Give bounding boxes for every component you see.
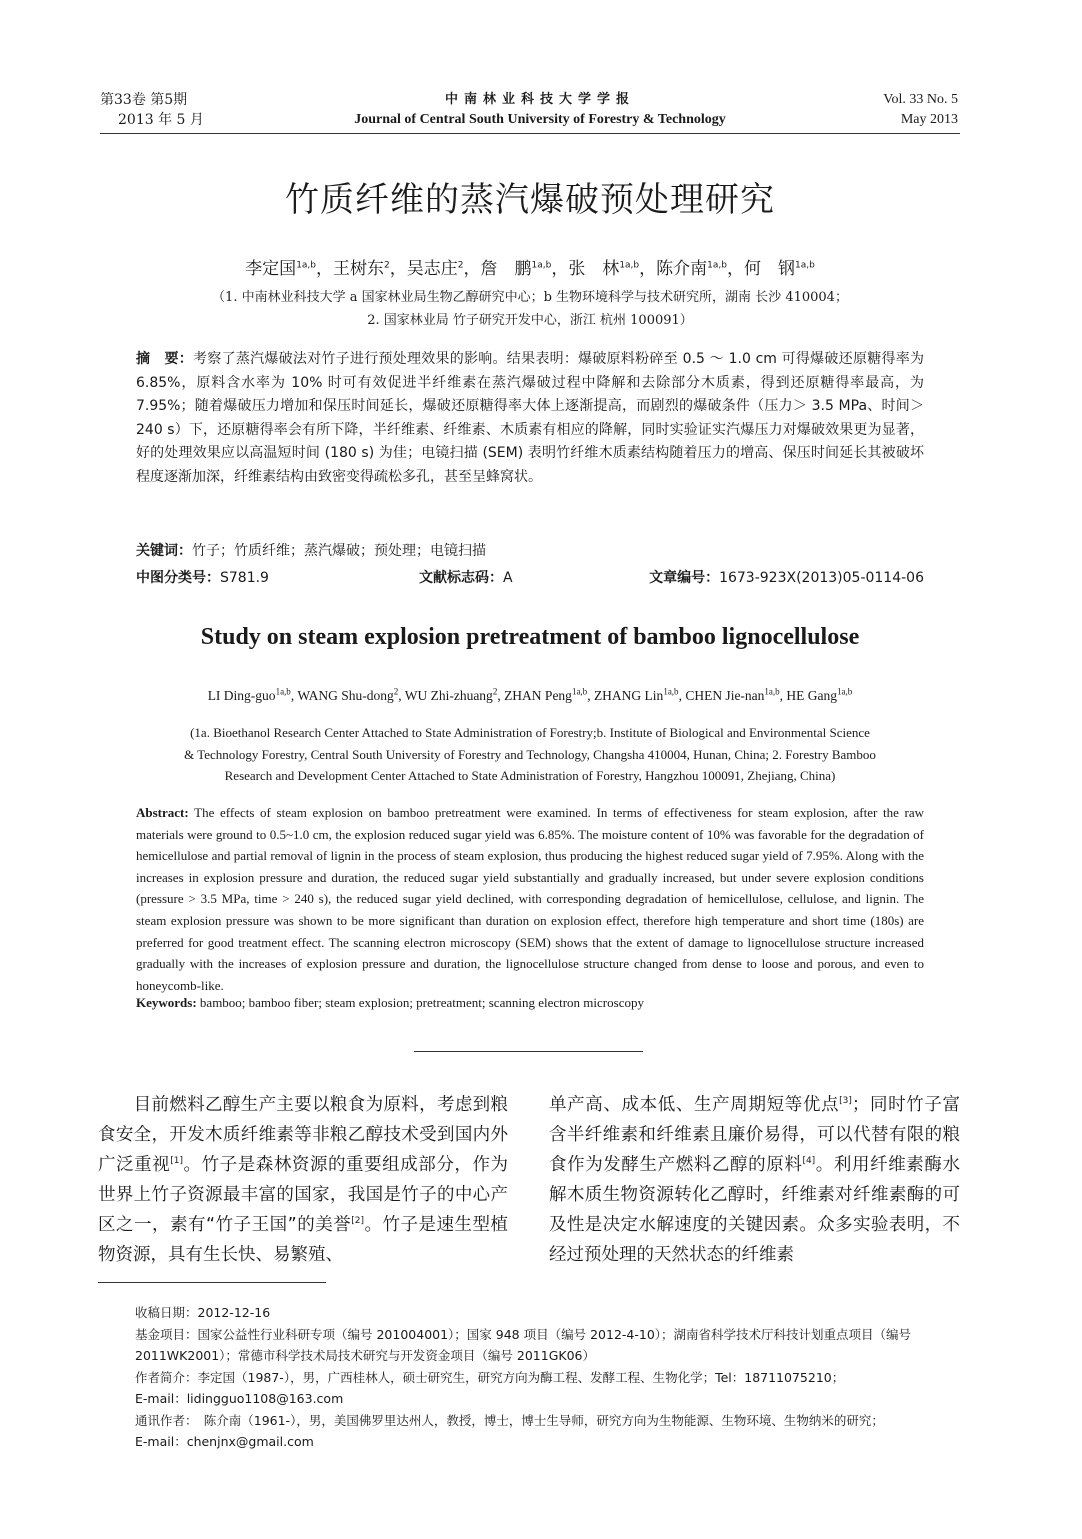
abstract-text-cn: 考察了蒸汽爆破法对竹子进行预处理效果的影响。结果表明：爆破原料粉碎至 0.5 ～ 1.0 cm 可得爆破还原糖得率为 6.85%，原料含水率为 10% 时可有效促进半纤维素在蒸汽爆破过程中降解和去除部分木质素，得到还原糖得率最高，为 7.95%；随着爆破压力增加和保压时间延长，爆破还原糖得率大体上逐渐提高，而剧烈的爆破条件（压力＞ 3.5 MPa、时间＞ 240 s）下，还原糖得率会有所下降，半纤维素、纤维素、木质素有相应的降解，同时实验证实汽爆压力对爆破效果更为显著，好的处理效果应以高温短时间 (180 s) 为佳；电镜扫描 (SEM) 表明竹纤维木质素结构随着压力的增高、保压时间延长其被破坏程度逐渐加深，纤维素结构由致密变得疏松多孔，甚至呈蜂窝状。 — [136, 351, 924, 485]
author-name: 詹 鹏 — [480, 259, 532, 279]
clc-value: S781.9 — [220, 570, 269, 586]
author-affiliation-mark: 1a,b — [531, 260, 552, 271]
clc-number — [136, 567, 269, 587]
author-list-cn: 李定国$^{1a,b}$，王树东$^2$，吴志庄$^2$，詹 鹏$^{1a,b}$，张 林$^{1a,b}$，陈介南$^{1a,b}$，何 钢$^{1a,b}$ — [245, 259, 815, 279]
header-left — [100, 90, 204, 130]
citation-ref[interactable]: [1] — [170, 1156, 183, 1167]
author-name: 王树东 — [333, 259, 385, 279]
author-list-en: LI Ding-guo$^{1a,b}$, WANG Shu-dong$^2$, WU Zhi-zhuang$^2$, ZHAN Peng$^{1a,b}$, ZHANG Lin$^{1a,b}$, CHEN Jie-nan$^{1a,b}$, HE Gang$^{1a,b}$ — [207, 686, 853, 703]
footnotes — [135, 1302, 960, 1453]
author-name: 吴志庄 — [406, 259, 458, 279]
body-text: 。利用纤维素酶水解木质生物资源转化乙醇时，纤维素对纤维素酶的可及性是决定水解速度的关键因素。众多实验表明，不经过预处理的天然状态的纤维素 — [549, 1155, 961, 1265]
body-text: 单产高、成本低、生产周期短等优点 — [549, 1095, 840, 1115]
author-affiliation-mark: 2 — [393, 686, 399, 697]
header-divider — [100, 133, 960, 134]
abstract-text-en: The effects of steam explosion on bamboo pretreatment were examined. In terms of effectiveness for steam explosion, after the raw materials were ground to 0.5~1.0 cm, the explosion reduced sugar yield was 6.85%. The moisture content of 10% was favorable for the degradation of hemicellulose and partial removal of lignin in the process of steam explosion, thus producing the highest reduced sugar yield of 7.95%. Along with the increases in explosion pressure and duration, the reduced sugar yield substantially and gradually increased, but under severe explosion conditions (pressure > 3.5 MPa, time > 240 s), the reduced sugar yield declined, with corresponding degradation of hemicellulose, cellulose, and lignin. The steam explosion pressure was shown to be more significant than duration on explosion effect, therefore high temperature and short time (180s) are preferred for good treatment effect. The scanning electron microscopy (SEM) shows that the extent of damage to lignocellulose structure increased gradually with the increases of explosion pressure and duration, the lignocellulose structure changed from dense to loose and porous, and even to honeycomb-like. — [136, 805, 925, 993]
abstract-label-en: Abstract: — [136, 805, 189, 820]
body-column-right — [549, 1090, 960, 1270]
volume-issue-cn: 第33卷 第5期 — [100, 92, 188, 108]
affiliation-line: 2. 国家林业局 竹子研究开发中心，浙江 杭州 100091） — [367, 313, 693, 328]
body-text: 。竹子是速生型植物资源，具有生长快、易繁殖、 — [98, 1215, 508, 1265]
abstract-en — [136, 802, 924, 996]
citation-ref[interactable]: [4] — [802, 1156, 816, 1167]
affiliation-line: (1a. Bioethanol Research Center Attached to State Administration of Forestry;b. Institute of Biological and Environmental Science — [190, 725, 870, 740]
paper-title-en: Study on steam explosion pretreatment of bamboo lignocellulose — [200, 624, 860, 650]
article-label: 文章编号： — [649, 570, 720, 586]
author-name: HE Gang — [786, 688, 838, 703]
author-name: 张 林 — [568, 259, 620, 279]
paper-title-cn: 竹质纤维的蒸汽爆破预处理研究 — [285, 180, 775, 220]
journal-name-en: Journal of Central South University of Forestry & Technology — [354, 112, 726, 127]
author-name: ZHAN Peng — [504, 688, 572, 703]
affiliation-line: （1. 中南林业科技大学 a 国家林业局生物乙醇研究中心；b 生物环境科学与技术研究所，湖南 长沙 410004； — [212, 290, 848, 305]
footnote-divider — [98, 1282, 326, 1283]
author-name: WU Zhi-zhuang — [404, 688, 493, 703]
author-affiliation-mark: 1a,b — [275, 686, 291, 697]
author-name: 何 钢 — [743, 259, 795, 279]
footnote-funding: 基金项目：国家公益性行业科研专项（编号 201004001）；国家 948 项目（编号 2012-4-10）；湖南省科学技术厅科技计划重点项目（编号 2011WK2001）；常德市科学技术局技术研究与开发资金项目（编号 2011GK06） — [135, 1326, 912, 1363]
body-text: ；同时竹子富含半纤维素和纤维素且廉价易得，可以代替有限的粮食作为发酵生产燃料乙醇的原料 — [549, 1095, 961, 1175]
author-name: LI Ding-guo — [207, 688, 276, 703]
header-center — [300, 90, 780, 130]
author-affiliation-mark: 1a,b — [571, 686, 588, 697]
keywords-label-en: Keywords: — [136, 995, 197, 1010]
affiliation-line: & Technology Forestry, Central South University of Forestry and Technology, Changsha 410004, Hunan, China; 2. Forestry Bamboo — [184, 746, 876, 762]
citation-ref[interactable]: [3] — [839, 1096, 852, 1107]
author-affiliation-mark: 2 — [492, 686, 498, 697]
body-column-left — [98, 1090, 508, 1270]
footnote-received: 收稿日期：2012-12-16 — [135, 1305, 271, 1320]
affiliation-line: Research and Development Center Attached to State Administration of Forestry, Hangzhou 100091, Zhejiang, China) — [224, 768, 836, 783]
document-code — [419, 567, 513, 587]
article-value: 1673-923X(2013)05-0114-06 — [719, 570, 924, 586]
body-text: 目前燃料乙醇生产主要以粮食为原料，考虑到粮食安全，开发木质纤维素等非粮乙醇技术受到国内外广泛重视 — [98, 1095, 508, 1175]
author-name: 陈介南 — [656, 259, 708, 279]
author-affiliation-mark: 1a,b — [794, 260, 815, 271]
body-text: 。竹子是森林资源的重要组成部分，作为世界上竹子资源最丰富的国家，我国是竹子的中心产区之一，素有“竹子王国”的美誉 — [98, 1155, 509, 1235]
keywords-text-cn: 竹子；竹质纤维；蒸汽爆破；预处理；电镜扫描 — [192, 543, 486, 559]
abstract-cn — [136, 348, 924, 489]
keywords-text-en: bamboo; bamboo fiber; steam explosion; pretreatment; scanning electron microscopy — [199, 995, 644, 1010]
date-cn: 2013 年 5 月 — [118, 112, 204, 128]
author-name: ZHANG Lin — [593, 688, 664, 703]
section-divider — [414, 1051, 643, 1052]
doc-value: A — [503, 570, 513, 586]
keywords-label-cn: 关键词： — [136, 543, 192, 559]
footnote-author-email: E-mail：lidingguo1108@163.com — [135, 1391, 344, 1406]
author-affiliation-mark: 1a,b — [837, 686, 853, 697]
author-name: CHEN Jie-nan — [685, 688, 765, 703]
article-number — [649, 567, 924, 587]
date-en: May 2013 — [900, 112, 958, 127]
journal-name-cn: 中南林业科技大学学报 — [444, 92, 635, 107]
author-name: WANG Shu-dong — [297, 688, 394, 703]
clc-label: 中图分类号： — [136, 570, 220, 586]
author-affiliation-mark: 1a,b — [296, 260, 317, 271]
footnote-author-bio: 作者简介：李定国（1987-），男，广西桂林人，硕士研究生，研究方向为酶工程、发酵工程、生物化学；Tel：18711075210； — [135, 1369, 845, 1385]
author-affiliation-mark: 1a,b — [707, 260, 727, 271]
footnote-corresponding-email: E-mail：chenjnx@gmail.com — [135, 1434, 314, 1449]
affiliations-en — [120, 722, 940, 787]
author-affiliation-mark: 1a,b — [663, 686, 679, 697]
author-affiliation-mark: 2 — [384, 260, 390, 271]
author-name: 李定国 — [245, 259, 297, 279]
keywords-cn — [136, 540, 924, 560]
author-affiliation-mark: 1a,b — [764, 686, 780, 697]
doc-label: 文献标志码： — [419, 570, 503, 586]
affiliations-cn — [120, 286, 940, 332]
author-affiliation-mark: 1a,b — [619, 260, 640, 271]
volume-issue-en: Vol. 33 No. 5 — [883, 92, 958, 107]
citation-ref[interactable]: [2] — [351, 1216, 364, 1227]
author-affiliation-mark: 2 — [457, 260, 464, 271]
footnote-corresponding: 通讯作者： 陈介南（1961-），男，美国佛罗里达州人，教授，博士，博士生导师，研究方向为生物能源、生物环境、生物纳米的研究； — [135, 1412, 884, 1428]
abstract-label-cn: 摘 要： — [136, 351, 194, 367]
keywords-en — [136, 995, 924, 1011]
header-right — [883, 90, 958, 130]
